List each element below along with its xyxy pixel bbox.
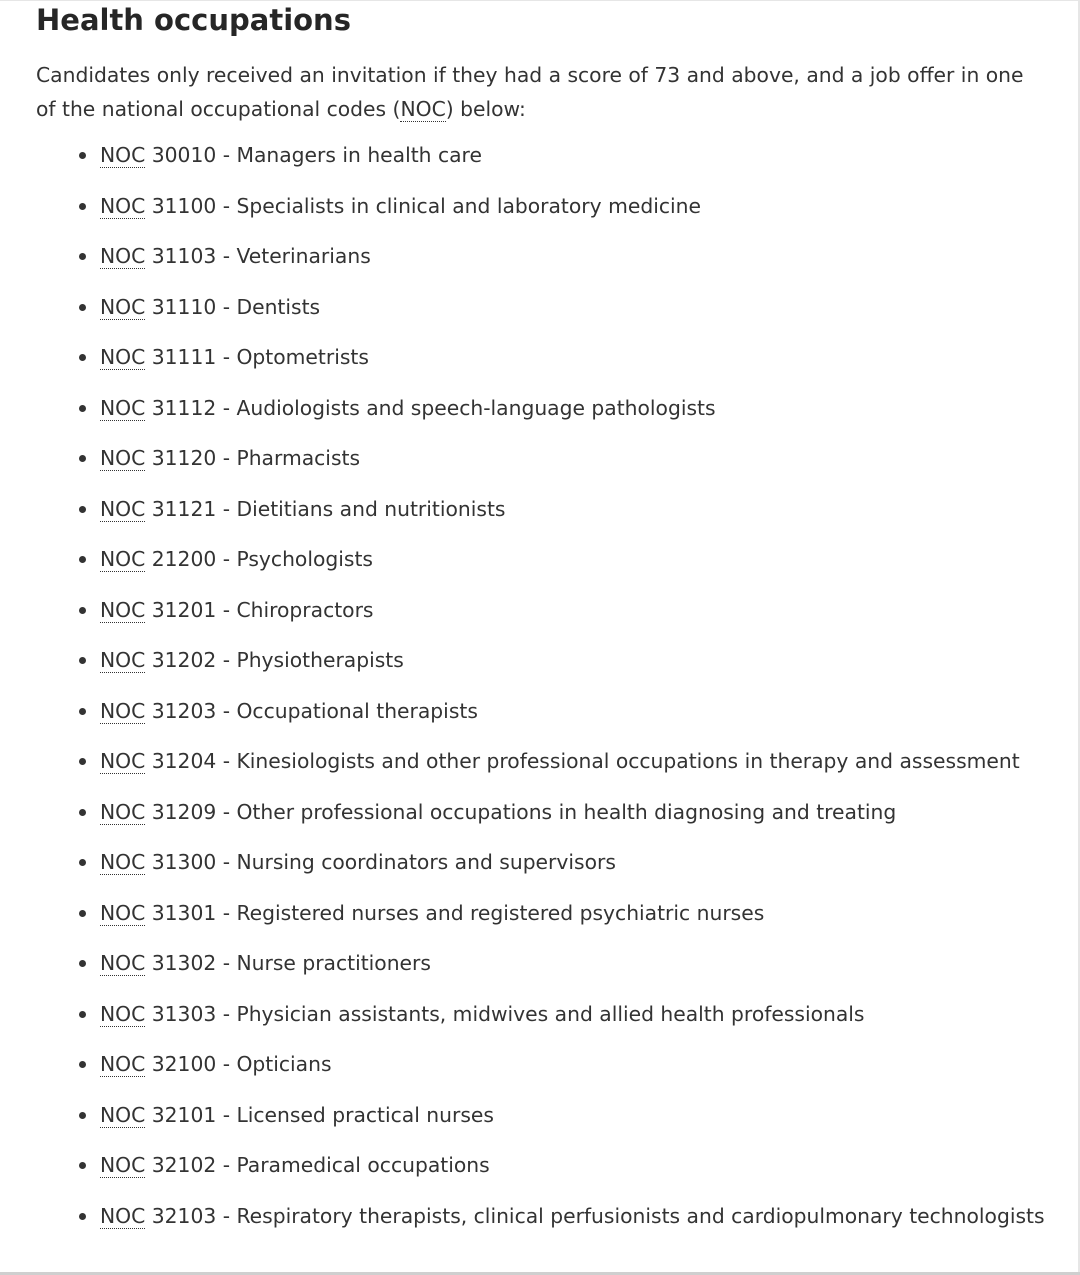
intro-text-after: ) below: <box>445 97 526 121</box>
list-item <box>76 239 1046 273</box>
noc-abbreviation: NOC <box>100 395 146 420</box>
list-item-text: 31201 - Chiropractors <box>145 597 374 622</box>
list-item <box>76 845 1046 879</box>
intro-text-before: Candidates only received an invitation if they had a score of 73 and above, and a job offer in one of the national occupational codes ( <box>36 63 1024 121</box>
noc-abbreviation: NOC <box>100 1102 146 1127</box>
noc-abbreviation: NOC <box>100 496 146 521</box>
list-item-text: 31120 - Pharmacists <box>145 446 361 470</box>
noc-abbreviation: NOC <box>100 799 146 824</box>
list-item-text: 31112 - Audiologists and speech-language pathologists <box>145 395 716 420</box>
list-item <box>76 441 1046 475</box>
noc-abbreviation: NOC <box>100 749 146 773</box>
list-item <box>76 391 1046 425</box>
list-item <box>76 492 1046 526</box>
list-item-text: 30010 - Managers in health care <box>145 143 482 167</box>
noc-abbreviation: NOC <box>100 1052 146 1076</box>
list-item-text: 31209 - Other professional occupations in health diagnosing and treating <box>145 799 897 824</box>
noc-abbreviation: NOC <box>100 294 146 319</box>
list-item-text: 31111 - Optometrists <box>145 345 369 369</box>
list-item <box>76 1148 1046 1182</box>
noc-abbreviation: NOC <box>100 900 146 925</box>
list-item-text: 32103 - Respiratory therapists, clinical perfusionists and cardiopulmonary technologists <box>145 1203 1045 1228</box>
noc-abbreviation: NOC <box>100 1153 146 1177</box>
list-item-text: 21200 - Psychologists <box>145 547 373 571</box>
section-heading: Health occupations <box>36 3 351 37</box>
health-occupations-section <box>36 0 1046 1249</box>
noc-abbreviation: NOC <box>100 1001 146 1026</box>
list-item <box>76 997 1046 1031</box>
list-item <box>76 542 1046 576</box>
intro-paragraph <box>36 58 1036 126</box>
list-item-text: 31300 - Nursing coordinators and supervisors <box>145 850 616 874</box>
list-item <box>76 290 1046 324</box>
noc-abbreviation: NOC <box>100 193 146 218</box>
noc-abbreviation: NOC <box>100 597 146 622</box>
list-item <box>76 744 1046 778</box>
list-item <box>76 694 1046 728</box>
list-item-text: 31301 - Registered nurses and registered psychiatric nurses <box>145 900 765 925</box>
noc-abbreviation: NOC <box>100 143 146 167</box>
list-item <box>76 795 1046 829</box>
list-item-text: 31121 - Dietitians and nutritionists <box>145 496 506 521</box>
list-item <box>76 340 1046 374</box>
list-item-text: 31302 - Nurse practitioners <box>145 951 431 975</box>
noc-abbreviation: NOC <box>100 1203 146 1228</box>
list-item-text: 31202 - Physiotherapists <box>145 648 404 672</box>
list-item <box>76 896 1046 930</box>
noc-abbreviation: NOC <box>100 547 146 571</box>
list-item <box>76 1199 1046 1233</box>
list-item-text: 32100 - Opticians <box>145 1052 332 1076</box>
noc-abbreviation: NOC <box>100 648 146 672</box>
noc-abbreviation: NOC <box>100 345 146 369</box>
list-item <box>76 1047 1046 1081</box>
list-item-text: 31303 - Physician assistants, midwives and allied health professionals <box>145 1001 865 1026</box>
list-item <box>76 1098 1046 1132</box>
list-item-text: 31100 - Specialists in clinical and laboratory medicine <box>145 193 701 218</box>
noc-abbreviation: NOC <box>100 850 146 874</box>
noc-abbreviation: NOC <box>100 244 146 268</box>
list-item-text: 31103 - Veterinarians <box>145 244 371 268</box>
list-item-text: 32102 - Paramedical occupations <box>145 1153 490 1177</box>
list-item-text: 31203 - Occupational therapists <box>145 698 478 723</box>
list-item <box>76 643 1046 677</box>
list-item-text: 32101 - Licensed practical nurses <box>145 1102 494 1127</box>
list-item <box>76 946 1046 980</box>
list-item-text: 31204 - Kinesiologists and other professional occupations in therapy and assessment <box>145 749 1020 773</box>
list-item <box>76 593 1046 627</box>
list-item-text: 31110 - Dentists <box>145 294 321 319</box>
list-item <box>76 189 1046 223</box>
noc-abbreviation: NOC <box>100 951 146 975</box>
list-item <box>76 138 1046 172</box>
noc-abbreviation: NOC <box>100 446 146 470</box>
noc-abbreviation: NOC <box>400 97 446 121</box>
noc-abbreviation: NOC <box>100 698 146 723</box>
noc-code-list <box>36 138 1046 1233</box>
